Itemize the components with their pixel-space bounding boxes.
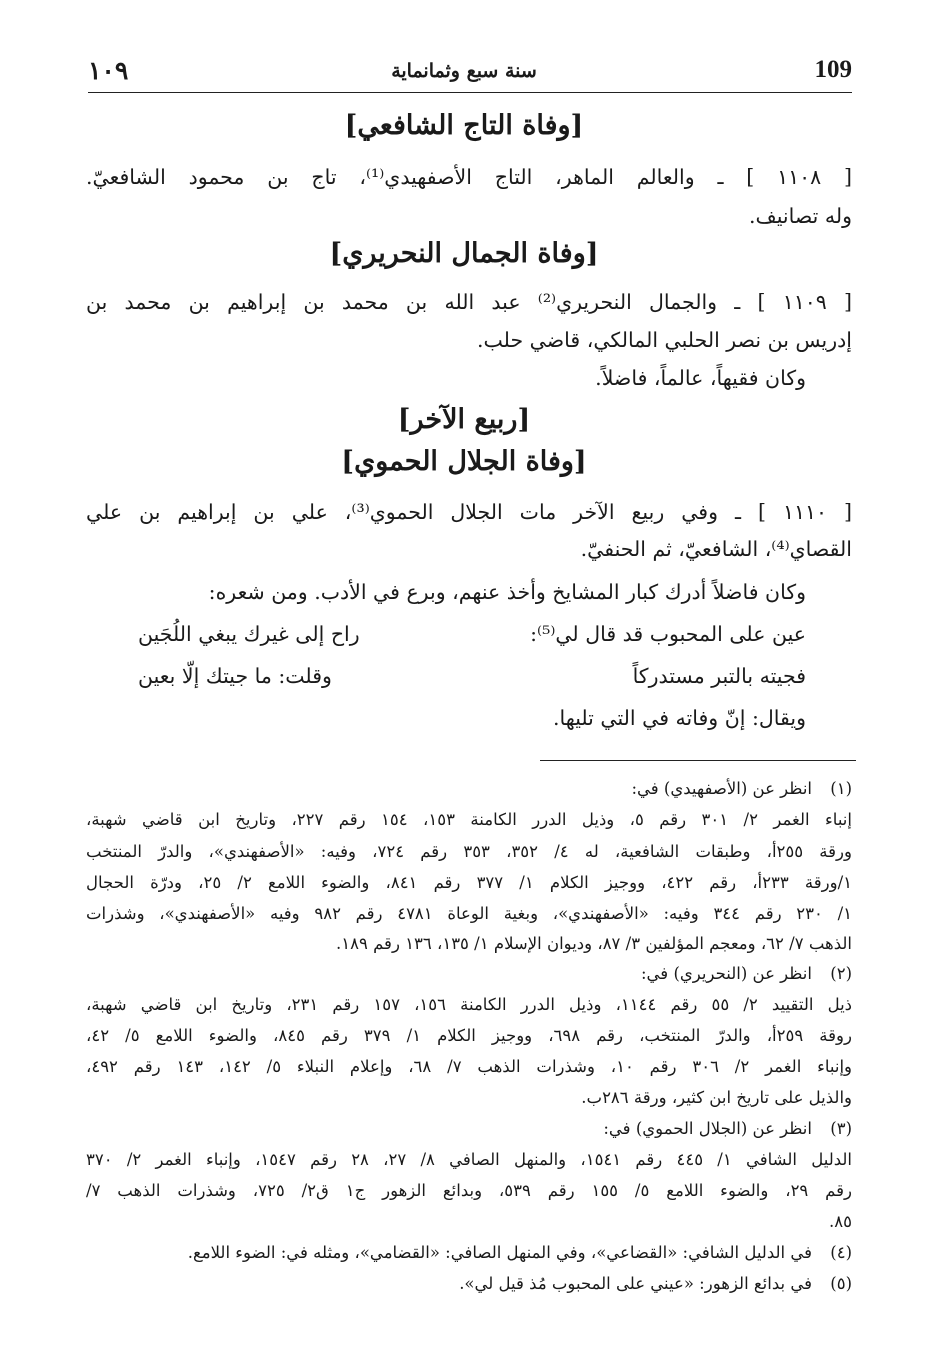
running-title: سنة سبع وثمانماية <box>391 60 537 82</box>
entry-line: وكان فاضلاً أدرك كبار المشايخ وأخذ عنهم، وبرع في الأدب. ومن شعره: <box>208 580 806 604</box>
footnote-marker: (١) <box>830 779 852 798</box>
footnote-line: في الدليل الشافي: «القضاعي»، وفي المنهل الصافي: «القضامي»، ومثله في: الضوء اللامع. <box>187 1243 812 1262</box>
footnote-marker: (٥) <box>830 1274 852 1293</box>
footnote-rule <box>540 760 856 761</box>
entry-line: [ ١١٠٩ ] ـ والجمال النحريري⁽²⁾ عبد الله بن محمد بن إبراهيم بن محمد بن <box>86 290 852 314</box>
page-number-arabic: ١٠٩ <box>88 56 129 85</box>
page-number-latin: 109 <box>814 56 852 83</box>
footnote-marker: (٣) <box>830 1119 852 1138</box>
footnote-marker: (٤) <box>830 1243 852 1262</box>
footnote-line: روقة ٢٥٩أ، والدرّ المنتخب، رقم ٦٩٨، ووجيز الكلام ١/ ٣٧٩ رقم ٨٤٥، والضوء اللامع ٥/ ٤٢، <box>86 1026 852 1045</box>
footnote-line: الذهب ٧/ ٦٢، ومعجم المؤلفين ٣/ ٨٧، وديوان الإسلام ١/ ١٣٥، ١٣٦ رقم ١٨٩. <box>335 934 852 953</box>
footnote-line: والذيل على تاريخ ابن كثير، ورقة ٢٨٦ب. <box>581 1088 852 1107</box>
footnote-line: في بدائع الزهور: «عيني على المحبوب مُذ قيل لي». <box>459 1274 812 1293</box>
footnote-line: انظر عن (النحريري) في: <box>641 964 812 983</box>
entry-line: ويقال: إنّ وفاته في التي تليها. <box>553 706 806 730</box>
footnote-line: ورقة ٢٥٥أ، وطبقات الشافعية، له ٤/ ٣٥٢، ٣٥٣ رقم ٧٢٤، وفيه: «الأصفهندي»، والدرّ المنتخب <box>86 842 852 861</box>
entry-line: [ ١١١٠ ] ـ وفي ربيع الآخر مات الجلال الحموي⁽³⁾، علي بن إبراهيم بن علي <box>86 500 852 524</box>
verse-hemistich: عين على المحبوب قد قال لي⁽⁵⁾: <box>530 622 806 646</box>
header-rule <box>88 92 852 93</box>
entry-line: إدريس بن نصر الحلبي المالكي، قاضي حلب. <box>477 328 852 352</box>
verse-hemistich: فجيته بالتبر مستدركاً <box>632 664 806 688</box>
footnote-line: ذيل التقييد ٢/ ٥٥ رقم ١١٤٤، وذيل الدرر الكامنة ١٥٦، ١٥٧ رقم ٢٣١، وتاريخ ابن قاضي شهبة، <box>86 995 853 1014</box>
footnote-line: ١/ ٢٣٠ رقم ٣٤٤ وفيه: «الأصفهندي»، وبغية الوعاة ٤٧٨١ رقم ٩٨٢ وفيه «الأصفهندي»، وشذرات <box>86 904 853 923</box>
verse-hemistich: وقلت: ما جيتك إلّا بعين <box>138 664 332 688</box>
footnote-line: ١/ورقة ٢٣٣أ، رقم ٤٢٢، ووجيز الكلام ١/ ٣٧٧ رقم ٨٤١، والضوء اللامع ٢/ ٢٥، ودرّة الحجال <box>86 873 852 892</box>
footnote-line: انظر عن (الأصفهيدي) في: <box>631 779 812 798</box>
section-heading: [وفاة الجمال النحريري] <box>329 238 599 269</box>
footnote-line: وإنباء الغمر ٢/ ٣٠٦ رقم ١٠، وشذرات الذهب ٧/ ٦٨، وإعلام النبلاء ٥/ ١٤٢، ١٤٣ رقم ٤٩٢، <box>86 1057 853 1076</box>
footnote-marker: (٢) <box>830 964 852 983</box>
footnote-line: رقم ٢٩، والضوء اللامع ٥/ ١٥٥ رقم ٥٣٩، وبدائع الزهور ج١ ق٢/ ٧٢٥، وشذرات الذهب ٧/ <box>86 1181 853 1200</box>
entry-line: وله تصانيف. <box>748 204 852 228</box>
month-heading: [ربيع الآخر] <box>397 404 531 435</box>
verse-hemistich: راح إلى غيرك يبغي اللُجَين <box>138 622 360 646</box>
section-heading: [وفاة التاج الشافعي] <box>344 110 584 141</box>
entry-line: [ ١١٠٨ ] ـ والعالم الماهر، التاج الأصفهيدي⁽¹⁾، تاج بن محمود الشافعيّ. <box>86 165 853 189</box>
footnote-line: إنباء الغمر ٢/ ٣٠١ رقم ٥، وذيل الدرر الكامنة ١٥٣، ١٥٤ رقم ٢٢٧، وتاريخ ابن قاضي شهبة، <box>86 810 852 829</box>
entry-line: وكان فقيهاً، عالماً، فاضلاً. <box>595 366 806 390</box>
footnote-line: انظر عن (الجلال الحموي) في: <box>603 1119 812 1138</box>
footnote-line: ٨٥. <box>829 1212 852 1231</box>
section-heading: [وفاة الجلال الحموي] <box>341 446 587 477</box>
footnote-line: الدليل الشافي ١/ ٤٤٥ رقم ١٥٤١، والمنهل الصافي ٨/ ٢٧، ٢٨ رقم ١٥٤٧، وإنباء الغمر ٢/ ٣٧٠ <box>86 1150 852 1169</box>
entry-line: القصاي⁽⁴⁾، الشافعيّ، ثم الحنفيّ. <box>580 537 852 561</box>
